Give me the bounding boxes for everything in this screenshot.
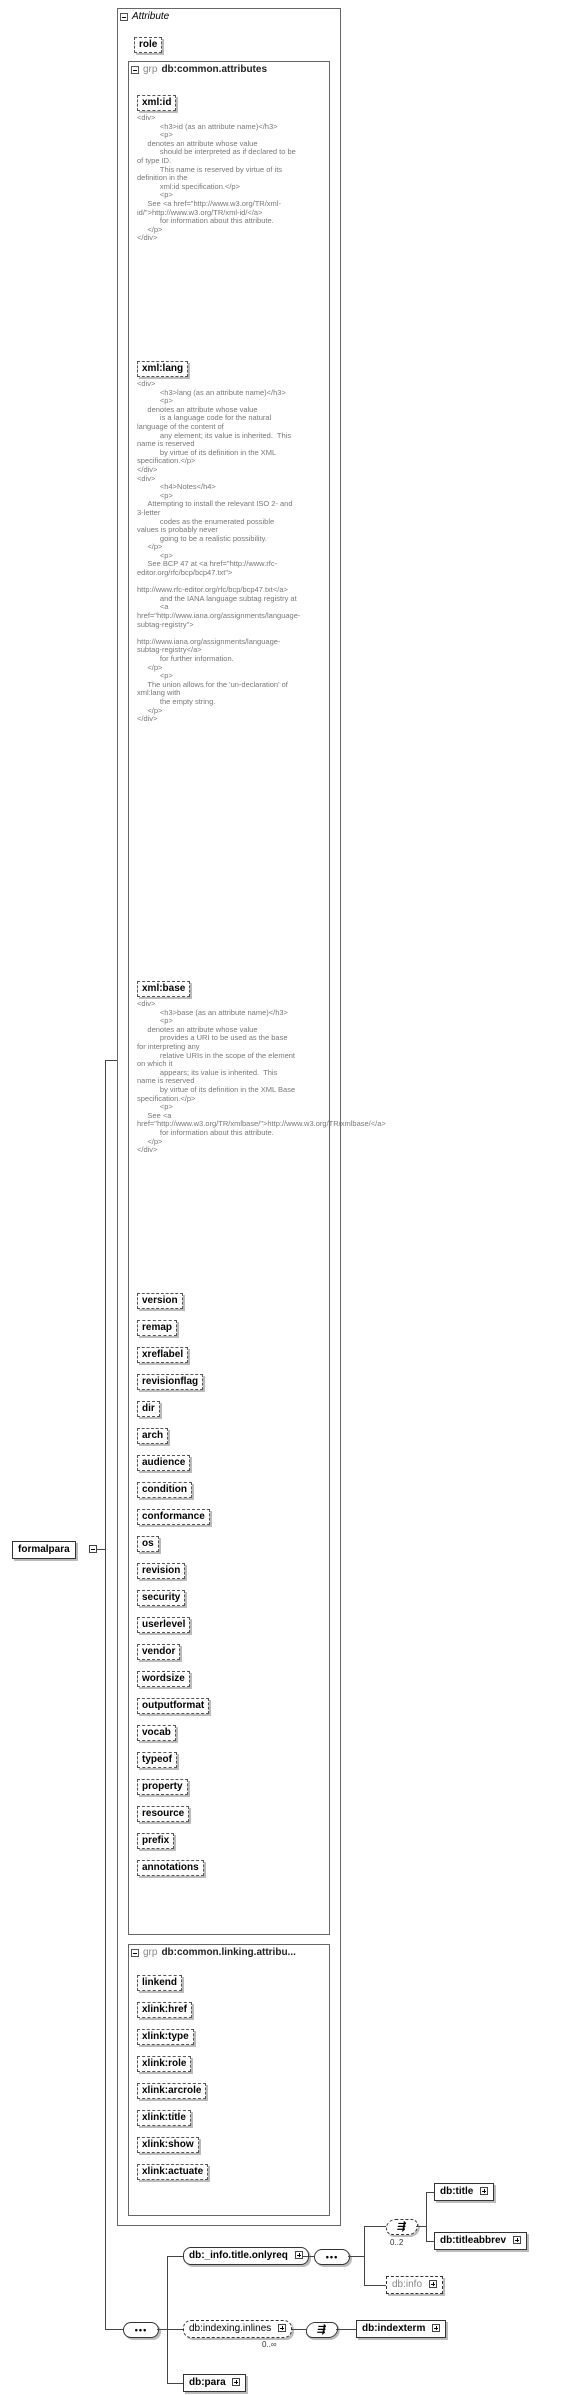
attr-property[interactable]	[137, 1779, 188, 1795]
attr-label: vocab	[142, 1727, 171, 1738]
attr-role[interactable]	[134, 37, 162, 53]
attr-xlink-actuate[interactable]	[137, 2164, 208, 2180]
formalpara-label: formalpara	[18, 1544, 70, 1555]
titleabbrev-label: db:titleabbrev	[440, 2235, 507, 2246]
attr-security[interactable]	[137, 1590, 185, 1606]
attr-label: condition	[142, 1484, 187, 1495]
linking-attributes-group	[128, 1944, 330, 2216]
xml-id-doc: <div> <h3>id (as an attribute name)</h3> <p> denotes an attribute whose value should be interpreted as if declared to be of type ID. This name is reserved by virtue of its definition in the xml:id specification.</p> <p> See <a href="http://www.w3.org/TR/xml-id/">http://www.w3.org/TR/xml-id/</a> for information about this attribute. </p> </div>	[137, 113, 296, 243]
titleabbrev-element[interactable]	[434, 2232, 527, 2250]
attr-label: arch	[142, 1430, 164, 1441]
attr-os[interactable]	[137, 1536, 159, 1552]
attr-label: linkend	[142, 1977, 178, 1988]
attr-label: userlevel	[142, 1619, 186, 1630]
info-title-group[interactable]	[183, 2247, 309, 2265]
attr-label: revision	[142, 1565, 181, 1576]
attr-label: audience	[142, 1457, 186, 1468]
attr-wordsize[interactable]	[137, 1671, 190, 1687]
attr-label: outputformat	[142, 1700, 205, 1711]
attr-label: xlink:title	[142, 2112, 186, 2123]
attr-xml-id-label: xml:id	[142, 97, 172, 108]
para-element[interactable]	[183, 2374, 246, 2392]
collapse-icon[interactable]	[131, 1949, 139, 1957]
attr-label: os	[142, 1538, 154, 1549]
collapse-icon[interactable]	[120, 13, 128, 21]
common-attributes-group	[128, 61, 386, 1935]
expand-icon[interactable]	[232, 2378, 240, 2386]
info-seq-out	[348, 2256, 364, 2257]
para-label: db:para	[189, 2377, 226, 2388]
title-label: db:title	[440, 2186, 474, 2197]
attr-label: prefix	[142, 1835, 170, 1846]
attr-outputformat[interactable]	[137, 1698, 209, 1714]
attr-xlink-href[interactable]	[137, 2002, 192, 2018]
attr-label: xlink:actuate	[142, 2166, 204, 2177]
attr-prefix[interactable]	[137, 1833, 174, 1849]
root-connector-h	[97, 1549, 105, 1550]
attr-label: xlink:role	[142, 2058, 187, 2069]
info-title-group-label: db:_info.title.onlyreq	[189, 2250, 288, 2261]
attr-label: resource	[142, 1808, 185, 1819]
attr-label: xlink:type	[142, 2031, 189, 2042]
attr-xml-lang[interactable]	[137, 361, 188, 377]
info-label: db:info	[392, 2279, 423, 2290]
attr-linkend[interactable]	[137, 1975, 182, 1991]
attr-connector	[105, 1060, 117, 1061]
xml-lang-doc: <div> <h3>lang (as an attribute name)</h3> <p> denotes an attribute whose value is a language code for the natural language of the content of any element; its value is inherited. This name is reserved by virtue of its definition in the XML specification.</p> </div> <div> <h4>Notes</h4> <p> Attempting to install the relevant ISO 2- and 3-letter codes as the enumerated possible values is probably never going to be a realistic possibility. </p> <p> See BCP 47 at <a href="http://www.rfc-editor.org/rfc/bcp/bcp47.txt"> http://www.rfc-editor.org/rfc/bcp/bcp47.txt</a> and the IANA language subtag registry at <a href="http://www.iana.org/assignments/language-subtag-registry"> http://www.iana.org/assignments/language-subtag-registry</a> for further information. </p> <p> The union allows for the 'un-declaration' of xml:lang with the empty string. </p> </div>	[137, 379, 301, 724]
attr-xml-id[interactable]	[137, 95, 176, 111]
attr-label: xlink:arcrole	[142, 2085, 202, 2096]
info-to-seq	[302, 2256, 314, 2257]
attr-label: xlink:show	[142, 2139, 194, 2150]
info-element[interactable]	[386, 2276, 443, 2294]
indexing-inlines-group[interactable]	[183, 2320, 292, 2338]
attr-xlink-role[interactable]	[137, 2056, 191, 2072]
expand-icon[interactable]	[429, 2280, 437, 2288]
linking-attributes-header[interactable]	[131, 1947, 296, 1958]
expand-icon[interactable]	[432, 2324, 440, 2332]
attr-xml-base-label: xml:base	[142, 983, 186, 994]
choice-icon: ⇶	[396, 2221, 408, 2233]
branch-para	[167, 2383, 183, 2384]
choice-branch-vertical	[426, 2192, 427, 2242]
sequence-compositor[interactable]	[123, 2322, 159, 2338]
seq-to-branches	[157, 2329, 167, 2330]
attr-xlink-arcrole[interactable]	[137, 2083, 206, 2099]
info-branch-choice	[364, 2226, 386, 2227]
attr-conformance[interactable]	[137, 1509, 210, 1525]
attr-label: xlink:href	[142, 2004, 188, 2015]
attr-label: wordsize	[142, 1673, 185, 1684]
info-branch-info	[364, 2285, 386, 2286]
attr-xlink-type[interactable]	[137, 2029, 194, 2045]
attr-remap[interactable]	[137, 1320, 177, 1336]
attr-label: revisionflag	[142, 1376, 199, 1387]
attr-label: conformance	[142, 1511, 205, 1522]
attr-label: security	[142, 1592, 181, 1603]
attr-vendor[interactable]	[137, 1644, 180, 1660]
expand-icon[interactable]	[513, 2236, 521, 2244]
indexterm-element[interactable]	[356, 2320, 446, 2338]
choice-out	[416, 2226, 426, 2227]
xml-base-doc: <div> <h3>base (as an attribute name)</h3> <p> denotes an attribute whose value provides a URI to be used as the base for interpreting any relative URIs in the scope of the element on which it appears; its value is inherited. This name is reserved by virtue of its definition in the XML Base specification.</p> <p> See <a href="http://www.w3.org/TR/xmlbase/">http://www.w3.org/TR/xmlbase/</a> for information about this attribute. </p> </div>	[137, 999, 386, 1155]
attr-resource[interactable]	[137, 1806, 189, 1822]
attr-label: annotations	[142, 1862, 199, 1873]
expand-icon[interactable]	[480, 2187, 488, 2195]
attr-condition[interactable]	[137, 1482, 192, 1498]
branch-info	[167, 2256, 183, 2257]
collapse-icon[interactable]	[278, 2324, 286, 2332]
choice-branch-titleabbrev	[426, 2241, 434, 2242]
attr-dir[interactable]	[137, 1401, 160, 1417]
info-branch-vertical	[364, 2226, 365, 2286]
attr-label: version	[142, 1295, 178, 1306]
collapse-icon[interactable]	[131, 66, 139, 74]
attr-label: remap	[142, 1322, 173, 1333]
indexing-to-choice	[292, 2329, 306, 2330]
attribute-panel	[117, 8, 386, 2226]
formalpara-element[interactable]	[12, 1541, 76, 1559]
attr-arch[interactable]	[137, 1428, 168, 1444]
choice-compositor[interactable]	[385, 2219, 420, 2235]
branch-indexing	[167, 2329, 183, 2330]
attribute-panel-header[interactable]	[120, 11, 169, 22]
attribute-panel-title: Attribute	[132, 11, 170, 22]
attr-revision[interactable]	[137, 1563, 185, 1579]
attr-label: typeof	[142, 1754, 172, 1765]
attr-label: xreflabel	[142, 1349, 184, 1360]
attr-userlevel[interactable]	[137, 1617, 190, 1633]
attr-revisionflag[interactable]	[137, 1374, 203, 1390]
attr-xml-lang-label: xml:lang	[142, 363, 184, 374]
attr-xlink-title[interactable]	[137, 2110, 191, 2126]
group-keyword: grp	[143, 64, 158, 75]
indexing-label: db:indexing.inlines	[189, 2323, 272, 2334]
choice-cardinality: 0..2	[390, 2238, 404, 2247]
content-connector	[105, 2329, 123, 2330]
attr-label: vendor	[142, 1646, 176, 1657]
attr-label: property	[142, 1781, 183, 1792]
choice-branch-title	[426, 2192, 434, 2193]
sequence-dots-icon: •••	[134, 2325, 148, 2335]
attr-typeof[interactable]	[137, 1752, 177, 1768]
attr-audience[interactable]	[137, 1455, 190, 1471]
choice-icon: ⇶	[316, 2324, 328, 2336]
attr-xreflabel[interactable]	[137, 1347, 188, 1363]
attr-annotations[interactable]	[137, 1860, 204, 1876]
group-name: db:common.linking.attribu...	[161, 1947, 296, 1958]
attr-xlink-show[interactable]	[137, 2137, 199, 2153]
attr-role-label: role	[139, 39, 158, 50]
indexing-choice-out	[336, 2329, 356, 2330]
attr-version[interactable]	[137, 1293, 183, 1309]
attr-label: dir	[142, 1403, 155, 1414]
indexing-cardinality: 0..∞	[262, 2340, 277, 2349]
title-element[interactable]	[434, 2183, 494, 2201]
indexing-choice-compositor[interactable]	[305, 2322, 340, 2338]
formalpara-expand-icon[interactable]	[89, 1545, 97, 1553]
group-name: db:common.attributes	[161, 64, 268, 75]
branch-vertical	[167, 2256, 168, 2384]
indexterm-label: db:indexterm	[362, 2323, 426, 2334]
info-sequence-compositor[interactable]	[314, 2249, 350, 2265]
attr-vocab[interactable]	[137, 1725, 176, 1741]
root-connector-v	[105, 1060, 106, 2330]
common-attributes-header[interactable]	[131, 64, 267, 75]
attr-xml-base[interactable]	[137, 981, 190, 997]
sequence-dots-icon: •••	[325, 2252, 339, 2262]
group-keyword: grp	[143, 1947, 158, 1958]
